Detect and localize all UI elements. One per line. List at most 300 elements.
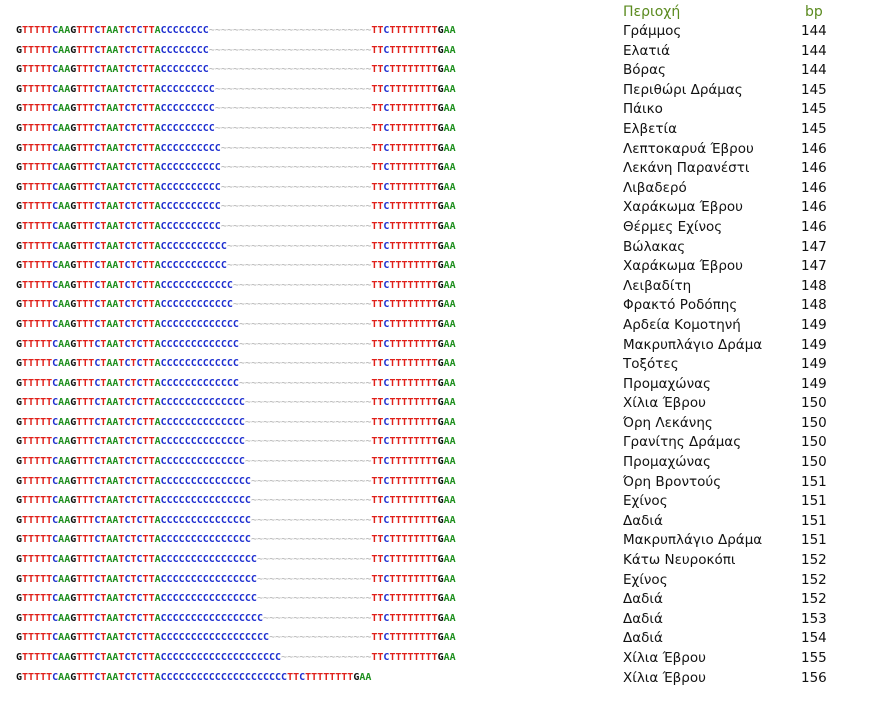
nucleotide-run: C [94,573,101,585]
nucleotide-run: CCCCCCCCCC [160,142,221,154]
nucleotide-run: T [130,652,137,663]
nucleotide-run: TTTTTTTT [389,397,438,409]
nucleotide-run: TT [142,593,155,605]
nucleotide-run: T [100,122,107,134]
bp-length: 150 [801,434,827,451]
nucleotide-run: T [130,514,137,526]
nucleotide-run: TT [371,122,384,134]
nucleotide-run: T [118,220,125,232]
nucleotide-run: TT [142,44,155,56]
nucleotide-run: TT [371,514,384,526]
nucleotide-run: G [70,318,77,330]
nucleotide-run: AA [106,495,119,507]
nucleotide-run: C [52,318,59,330]
nucleotide-run: A [154,514,161,526]
dna-sequence [16,396,456,410]
nucleotide-run: T [130,632,137,644]
nucleotide-run: TTTTT [22,25,53,36]
nucleotide-run: TT [142,103,155,115]
nucleotide-run: C [52,397,59,409]
nucleotide-run: T [118,162,125,174]
dna-sequence [16,200,456,214]
nucleotide-run: TTTTT [22,142,53,154]
nucleotide-run: AA [106,397,119,409]
bp-length: 153 [801,610,827,627]
nucleotide-run: C [124,299,131,311]
nucleotide-run: AA [106,593,119,605]
nucleotide-run: G [70,358,77,370]
nucleotide-run: C [136,612,143,624]
nucleotide-run: T [130,260,137,272]
region-name: Προμαχώνας [623,375,711,392]
alignment-row [16,277,866,297]
nucleotide-run: AA [443,554,456,566]
nucleotide-run: C [383,397,390,409]
bp-column-header: bp [805,4,823,20]
dna-sequence [16,533,456,547]
nucleotide-run: C [136,573,143,585]
alignment-gap: ~~~~~~~~~~~~~~~~~~~~~ [244,436,372,448]
nucleotide-run: A [154,181,161,193]
bp-length: 146 [801,199,827,216]
bp-length: 149 [801,316,827,333]
region-name: Μακρυπλάγιο Δράμα [623,336,763,353]
nucleotide-run: T [118,64,125,76]
nucleotide-run: AA [443,456,456,468]
dna-sequence [16,671,371,685]
nucleotide-run: TT [371,201,384,213]
nucleotide-run: G [70,436,77,448]
nucleotide-run: C [136,358,143,370]
nucleotide-run: G [16,377,23,389]
nucleotide-run: TTTTTTTT [389,475,438,487]
nucleotide-run: CCCCCCCCCCCCC [160,377,239,389]
alignment-gap: ~~~~~~~~~~~~~~~~~~~ [256,554,372,566]
sequence-alignment [16,4,866,688]
nucleotide-run: C [94,475,101,487]
nucleotide-run: G [16,181,23,193]
nucleotide-run: CCCCCCCCCCCCC [160,318,239,330]
nucleotide-run: C [383,593,390,605]
nucleotide-run: AA [58,83,71,95]
nucleotide-run: G [70,397,77,409]
nucleotide-run: CCCCCCCCCC [160,220,221,232]
dna-sequence [16,298,456,312]
nucleotide-run: T [118,318,125,330]
nucleotide-run: TTTTTTTT [389,122,438,134]
nucleotide-run: T [130,612,137,624]
nucleotide-run: C [52,162,59,174]
nucleotide-run: G [16,162,23,174]
nucleotide-run: C [52,416,59,428]
nucleotide-run: C [383,25,390,36]
nucleotide-run: A [154,495,161,507]
nucleotide-run: AA [106,162,119,174]
nucleotide-run: G [437,397,444,409]
nucleotide-run: T [118,612,125,624]
nucleotide-run: AA [106,416,119,428]
region-name: Λειβαδίτη [623,277,692,294]
nucleotide-run: A [154,279,161,291]
nucleotide-run: A [154,593,161,605]
nucleotide-run: C [383,142,390,154]
region-name: Περιθώρι Δράμας [623,81,743,98]
nucleotide-run: T [118,436,125,448]
nucleotide-run: C [52,279,59,291]
bp-length: 149 [801,356,827,373]
alignment-row [16,355,866,375]
region-name: Χίλια Έβρου [623,650,706,666]
nucleotide-run: C [124,377,131,389]
alignment-gap: ~~~~~~~~~~~~~~~~~~~~ [250,514,372,526]
nucleotide-run: C [383,338,390,350]
alignment-row [16,336,866,356]
nucleotide-run: C [94,279,101,291]
nucleotide-run: TTTTTTTT [389,554,438,566]
nucleotide-run: C [124,514,131,526]
alignment-gap: ~~~~~~~~~~~~~~~~~~~~~~~~~ [220,181,372,193]
nucleotide-run: CCCCCCCCCCCCCCC [160,534,251,546]
nucleotide-run: A [154,612,161,624]
alignment-row [16,198,866,218]
nucleotide-run: TT [371,358,384,370]
nucleotide-run: TT [142,534,155,546]
nucleotide-run: G [437,475,444,487]
nucleotide-run: T [100,201,107,213]
nucleotide-run: T [118,201,125,213]
alignment-gap: ~~~~~~~~~~~~~~~~~~~~~~ [238,318,372,330]
nucleotide-run: TTTTT [22,338,53,350]
alignment-row [16,100,866,120]
nucleotide-run: C [124,103,131,115]
nucleotide-run: C [52,436,59,448]
bp-length: 146 [801,218,827,235]
nucleotide-run: G [16,436,23,448]
nucleotide-run: A [154,103,161,115]
nucleotide-run: C [124,83,131,95]
nucleotide-run: T [118,338,125,350]
nucleotide-run: G [16,456,23,468]
alignment-gap: ~~~~~~~~~~~~~~~~~~~~~~~~~ [220,201,372,213]
nucleotide-run: AA [106,671,119,683]
nucleotide-run: TTTTTTTT [389,240,438,252]
nucleotide-run: C [383,318,390,330]
nucleotide-run: C [136,83,143,95]
nucleotide-run: C [94,534,101,546]
nucleotide-run: T [130,279,137,291]
region-name: Όρη Λεκάνης [623,414,713,431]
nucleotide-run: G [70,201,77,213]
nucleotide-run: C [383,632,390,644]
nucleotide-run: A [154,632,161,644]
nucleotide-run: C [94,103,101,115]
nucleotide-run: TTTTT [22,220,53,232]
nucleotide-run: T [118,240,125,252]
nucleotide-run: C [383,103,390,115]
nucleotide-run: C [383,162,390,174]
nucleotide-run: TTT [76,240,95,252]
nucleotide-run: G [16,397,23,409]
nucleotide-run: G [437,240,444,252]
dna-sequence [16,631,456,645]
nucleotide-run: G [16,142,23,154]
nucleotide-run: TTTTT [22,260,53,272]
dna-sequence [16,122,456,136]
nucleotide-run: AA [106,534,119,546]
nucleotide-run: TTT [76,632,95,644]
nucleotide-run: AA [443,652,456,663]
alignment-gap: ~~~~~~~~~~~~~~~~~~~~~~~~ [226,260,372,272]
nucleotide-run: TT [371,279,384,291]
dna-sequence [16,63,456,77]
nucleotide-run: TT [142,397,155,409]
bp-length: 145 [801,101,827,118]
nucleotide-run: G [70,64,77,76]
nucleotide-run: C [52,181,59,193]
nucleotide-run: TTTTT [22,416,53,428]
nucleotide-run: TTT [76,671,95,683]
dna-sequence [16,259,456,273]
nucleotide-run: T [130,318,137,330]
nucleotide-run: T [118,593,125,605]
nucleotide-run: T [118,122,125,134]
alignment-row [16,414,866,434]
dna-sequence [16,181,456,195]
alignment-gap: ~~~~~~~~~~~~~~~~~~~~~~~~~~~ [208,44,372,56]
nucleotide-run: T [130,338,137,350]
nucleotide-run: TTT [76,554,95,566]
nucleotide-run: T [118,397,125,409]
nucleotide-run: C [383,299,390,311]
nucleotide-run: TTT [76,279,95,291]
bp-length: 150 [801,395,827,412]
nucleotide-run: C [136,240,143,252]
alignment-row [16,120,866,140]
nucleotide-run: CCCCCCCCCCCCCCCC [160,573,257,585]
region-name: Δαδιά [623,512,663,529]
nucleotide-run: AA [106,358,119,370]
nucleotide-run: TT [142,142,155,154]
dna-sequence [16,83,456,97]
alignment-row [16,590,866,610]
nucleotide-run: TTTTT [22,554,53,566]
nucleotide-run: TTTTT [22,377,53,389]
nucleotide-run: AA [443,181,456,193]
nucleotide-run: AA [58,103,71,115]
nucleotide-run: TTTTTTTT [389,593,438,605]
alignment-row [16,492,866,512]
nucleotide-run: G [437,358,444,370]
region-name: Χαράκωμα Έβρου [623,258,743,275]
alignment-gap: ~~~~~~~~~~~~~~~~~~~~~~~ [232,299,372,311]
nucleotide-run: G [353,671,360,683]
dna-sequence [16,592,456,606]
nucleotide-run: A [154,318,161,330]
alignment-row [16,649,866,669]
nucleotide-run: C [383,652,390,663]
nucleotide-run: C [94,338,101,350]
nucleotide-run: TT [142,64,155,76]
nucleotide-run: AA [443,299,456,311]
nucleotide-run: TT [371,475,384,487]
nucleotide-run: T [130,573,137,585]
nucleotide-run: T [100,671,107,683]
nucleotide-run: CCCCCCCCCCCCCCCC [160,554,257,566]
nucleotide-run: G [16,612,23,624]
nucleotide-run: G [437,220,444,232]
nucleotide-run: T [100,279,107,291]
nucleotide-run: CCCCCCCCCCCC [160,299,233,311]
nucleotide-run: T [118,416,125,428]
nucleotide-run: TT [371,162,384,174]
nucleotide-run: TTTTT [22,475,53,487]
nucleotide-run: CCCCCCCCCCCCCC [160,436,245,448]
nucleotide-run: AA [58,240,71,252]
alignment-row [16,394,866,414]
nucleotide-run: C [136,514,143,526]
bp-length: 152 [801,571,827,588]
nucleotide-run: C [52,377,59,389]
nucleotide-run: C [136,220,143,232]
nucleotide-run: TTT [76,338,95,350]
nucleotide-run: TT [142,83,155,95]
bp-length: 150 [801,454,827,471]
nucleotide-run: A [154,338,161,350]
nucleotide-run: G [70,122,77,134]
nucleotide-run: C [94,83,101,95]
region-name: Δαδιά [623,630,663,647]
nucleotide-run: C [124,495,131,507]
nucleotide-run: G [437,612,444,624]
nucleotide-run: AA [58,632,71,644]
nucleotide-run: A [154,416,161,428]
region-name: Πάικο [623,101,663,118]
nucleotide-run: C [383,475,390,487]
nucleotide-run: AA [443,338,456,350]
region-name: Ελατιά [623,42,671,59]
nucleotide-run: TTT [76,299,95,311]
region-name: Εχίνος [623,493,668,510]
nucleotide-run: AA [443,83,456,95]
nucleotide-run: TTTTTTTT [389,299,438,311]
nucleotide-run: TT [371,534,384,546]
nucleotide-run: TTTTT [22,632,53,644]
nucleotide-run: T [100,260,107,272]
nucleotide-run: C [383,456,390,468]
nucleotide-run: AA [58,495,71,507]
nucleotide-run: G [16,279,23,291]
nucleotide-run: T [118,83,125,95]
nucleotide-run: AA [58,652,71,663]
nucleotide-run: TT [142,260,155,272]
nucleotide-run: TT [142,456,155,468]
nucleotide-run: C [124,44,131,56]
nucleotide-run: T [130,593,137,605]
nucleotide-run: TT [371,103,384,115]
nucleotide-run: T [130,534,137,546]
nucleotide-run: TTTTT [22,573,53,585]
nucleotide-run: G [16,318,23,330]
nucleotide-run: TT [142,162,155,174]
nucleotide-run: C [94,162,101,174]
nucleotide-run: AA [106,201,119,213]
nucleotide-run: C [136,122,143,134]
nucleotide-run: AA [443,44,456,56]
nucleotide-run: AA [443,162,456,174]
nucleotide-run: TTTTT [22,318,53,330]
nucleotide-run: G [70,142,77,154]
bp-length: 154 [801,630,827,647]
nucleotide-run: G [16,358,23,370]
nucleotide-run: AA [106,83,119,95]
nucleotide-run: AA [58,299,71,311]
nucleotide-run: T [118,475,125,487]
dna-sequence [16,455,456,469]
nucleotide-run: T [130,240,137,252]
nucleotide-run: CCCCCCCCCCCCCC [160,416,245,428]
nucleotide-run: TTTTTTTT [389,64,438,76]
alignment-gap: ~~~~~~~~~~~~~~~~~~~~~~~~~~~ [208,25,372,36]
nucleotide-run: AA [106,573,119,585]
nucleotide-run: AA [106,652,119,663]
alignment-row [16,375,866,395]
nucleotide-run: AA [58,612,71,624]
nucleotide-run: CCCCCCCCCCCCCCCC [160,593,257,605]
region-name: Βώλακας [623,238,686,255]
nucleotide-run: TTT [76,260,95,272]
nucleotide-run: C [52,260,59,272]
alignment-gap: ~~~~~~~~~~~~~~~~~~~~ [250,475,372,487]
nucleotide-run: C [136,44,143,56]
nucleotide-run: C [124,358,131,370]
nucleotide-run: TT [371,377,384,389]
nucleotide-run: T [118,514,125,526]
nucleotide-run: T [118,495,125,507]
nucleotide-run: G [70,416,77,428]
nucleotide-run: T [118,652,125,663]
nucleotide-run: AA [58,358,71,370]
nucleotide-run: TTTTT [22,103,53,115]
dna-sequence [16,553,456,567]
nucleotide-run: AA [58,220,71,232]
nucleotide-run: AA [443,632,456,644]
nucleotide-run: CCCCCCCCCC [160,181,221,193]
nucleotide-run: C [383,436,390,448]
nucleotide-run: A [154,64,161,76]
nucleotide-run: C [136,456,143,468]
nucleotide-run: C [124,279,131,291]
region-name: Γράμμος [623,23,682,39]
nucleotide-run: TTTTTTTT [389,279,438,291]
nucleotide-run: CCCCCCCCCCCCCCC [160,495,251,507]
nucleotide-run: TTTTTTTT [389,142,438,154]
alignment-rows [16,22,866,688]
nucleotide-run: T [130,83,137,95]
nucleotide-run: A [154,652,161,663]
nucleotide-run: C [136,416,143,428]
nucleotide-run: C [124,25,131,36]
nucleotide-run: C [136,338,143,350]
nucleotide-run: TTTTT [22,652,53,663]
nucleotide-run: G [70,456,77,468]
nucleotide-run: AA [106,240,119,252]
alignment-row [16,316,866,336]
nucleotide-run: C [136,162,143,174]
nucleotide-run: AA [443,416,456,428]
nucleotide-run: AA [443,397,456,409]
nucleotide-run: C [383,514,390,526]
nucleotide-run: TTTTT [22,358,53,370]
